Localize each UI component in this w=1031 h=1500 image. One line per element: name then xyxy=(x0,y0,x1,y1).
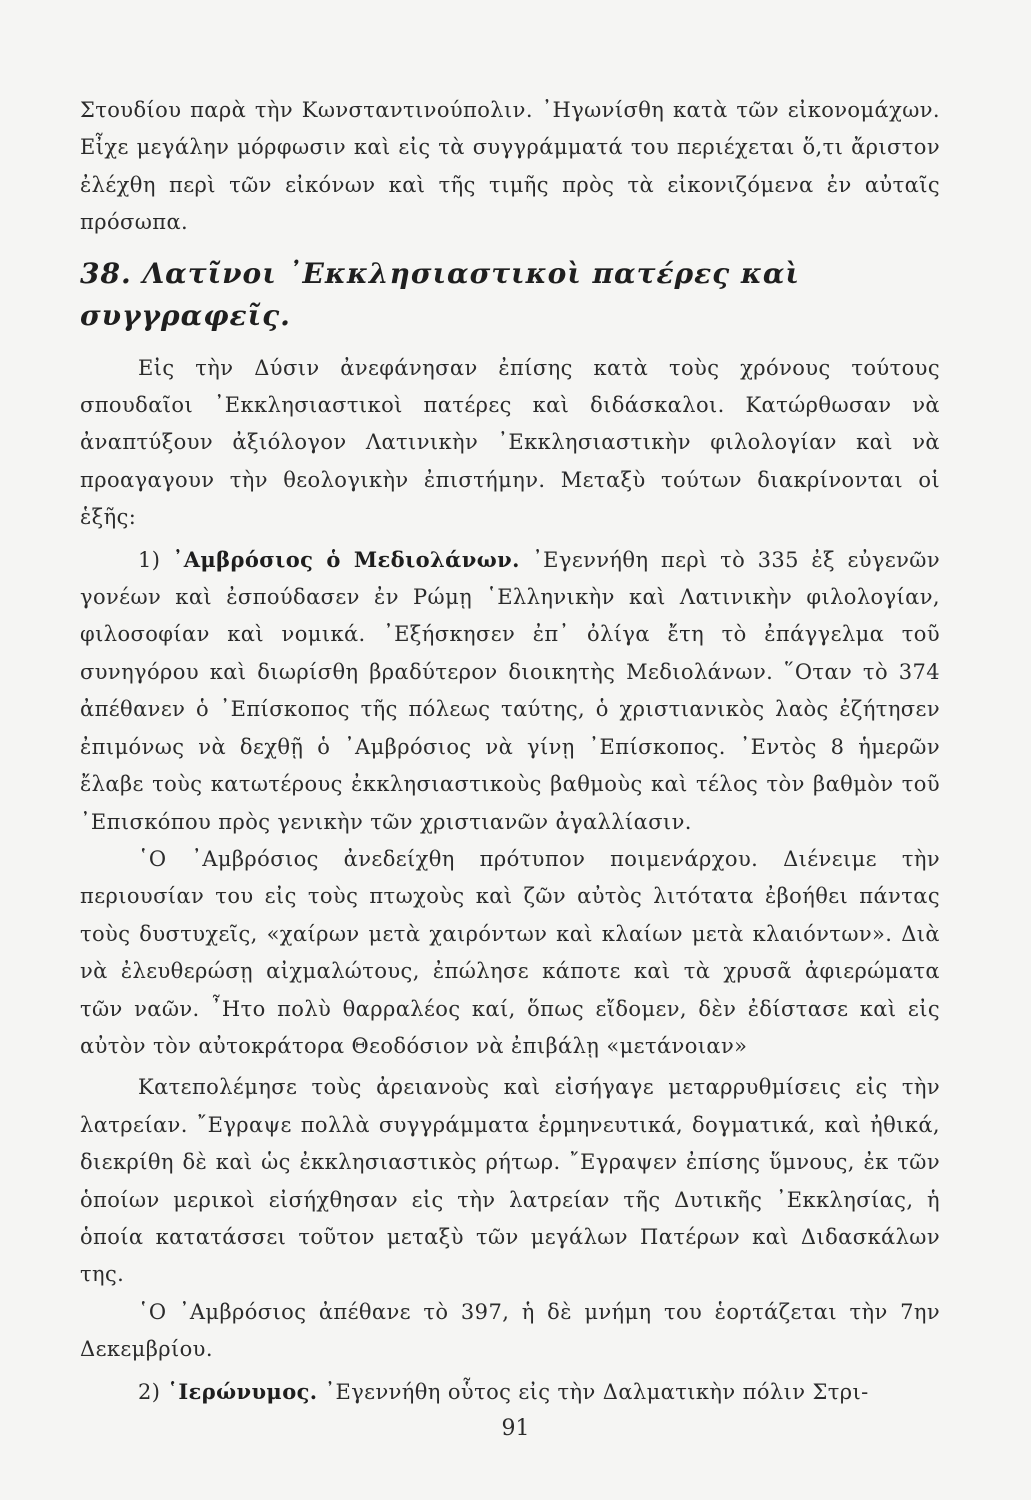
ambrose-paragraph xyxy=(80,541,940,841)
ambrose-text: ᾿Εγεννήθη περὶ τὸ 335 ἐξ εὐγενῶν γονέων καὶ ἐσπούδασεν ἐν Ρώμῃ ῾Ελληνικὴν καὶ Λατινικὴν φιλολογίαν, φιλοσοφίαν καὶ νομικά. ᾿Εξήσκησεν ἐπ᾿ ὀλίγα ἔτη τὸ ἐπάγγελμα τοῦ συνηγόρου καὶ διωρίσθη βραδύτερον διοικητὴς Μεδιολάνων. ῞Οταν τὸ 374 ἀπέθανεν ὁ ᾿Επίσκοπος τῆς πόλεως ταύτης, ὁ χριστιανικὸς λαὸς ἐζήτησεν ἐπιμόνως νὰ δεχθῇ ὁ ᾿Αμβρόσιος νὰ γίνῃ ᾿Επίσκοπος. ᾿Εντὸς 8 ἡμερῶν ἔλαβε τοὺς κατωτέρους ἐκκλησιαστικοὺς βαθμοὺς καὶ τέλος τὸν βαθμὸν τοῦ ᾿Επισκόπου πρὸς γενικὴν τῶν χριστιανῶν ἀγαλλίασιν. xyxy=(80,547,940,834)
jerome-text: ᾿Εγεννήθη οὗτος εἰς τὴν Δαλματικὴν πόλιν Στρι- xyxy=(324,1379,869,1404)
page-body xyxy=(80,92,940,1411)
latin-fathers-paragraph: Εἰς τὴν Δύσιν ἀνεφάνησαν ἐπίσης κατὰ τοὺς χρόνους τούτους σπουδαῖοι ᾿Εκκλησιαστικοὶ πατέρες καὶ διδάσκαλοι. Κατώρθωσαν νὰ ἀναπτύξουν ἀξιόλογον Λατινικὴν ᾿Εκκλησιαστικὴν φιλολογίαν καὶ νὰ προαγαγουν τὴν θεολογικὴν ἐπιστήμην. Μεταξὺ τούτων διακρίνονται οἱ ἑξῆς: xyxy=(80,355,940,530)
ambrose-pastor-paragraph: ῾Ο ᾿Αμβρόσιος ἀνεδείχθη πρότυπον ποιμενάρχου. Διένειμε τὴν περιουσίαν του εἰς τοὺς πτωχοὺς καὶ ζῶν αὐτὸς λιτότατα ἐβοήθει πάντας τοὺς δυστυχεῖς, «χαίρων μετὰ χαιρόντων καὶ κλαίων μετὰ κλαιόντων». Διὰ νὰ ἐλευθερώσῃ αἰχμαλώτους, ἐπώλησε κάποτε καὶ τὰ χρυσᾶ ἀφιερώματα τῶν ναῶν. ῏Ητο πολὺ θαρραλέος καί, ὅπως εἴδομεν, δὲν ἐδίστασε καὶ εἰς αὐτὸν τὸν αὐτοκράτορα Θεοδόσιον νὰ ἐπιβάλῃ «μετάνοιαν» xyxy=(80,846,940,1058)
ambrose-number: 1) xyxy=(138,547,161,572)
section-heading: 38. Λατῖνοι ᾿Εκκλησιαστικοὶ πατέρες καὶ συγγραφεῖς. xyxy=(80,256,800,332)
intro-paragraph: Στουδίου παρὰ τὴν Κωνσταντινούπολιν. ᾿Ηγωνίσθη κατὰ τῶν εἰκονομάχων. Εἶχε μεγάλην μόρφωσιν καὶ εἰς τὰ συγγράμματά του περιέχεται ὅ,τι ἄριστον ἐλέχθη περὶ τῶν εἰκόνων καὶ τῆς τιμῆς πρὸς τὰ εἰκονιζόμενα ἐν αὐταῖς πρόσωπα. xyxy=(80,98,940,235)
jerome-number: 2) xyxy=(138,1379,161,1404)
jerome-name: ῾Ιερώνυμος. xyxy=(167,1378,318,1404)
ambrose-writings-paragraph: Κατεπολέμησε τοὺς ἀρειανοὺς καὶ εἰσήγαγε μεταρρυθμίσεις εἰς τὴν λατρείαν. ῎Εγραψε πολλὰ συγγράμματα ἑρμηνευτικά, δογματικά, καὶ ἠθικά, διεκρίθη δὲ καὶ ὡς ἐκκλησιαστικὸς ρήτωρ. ῎Εγραψεν ἐπίσης ὕμνους, ἐκ τῶν ὁποίων μερικοὶ εἰσήχθησαν εἰς τὴν λατρείαν τῆς Δυτικῆς ᾿Εκκλησίας, ἡ ὁποία κατατάσσει τοῦτον μεταξὺ τῶν μεγάλων Πατέρων καὶ Διδασκάλων της. xyxy=(80,1075,940,1287)
ambrose-death-paragraph: ῾Ο ᾿Αμβρόσιος ἀπέθανε τὸ 397, ἡ δὲ μνήμη του ἑορτάζεται τὴν 7ην Δεκεμβρίου. xyxy=(80,1299,940,1362)
jerome-paragraph xyxy=(80,1373,940,1411)
page-number: 91 xyxy=(501,1416,530,1441)
ambrose-name: ᾿Αμβρόσιος ὁ Μεδιολάνων. xyxy=(172,546,520,572)
